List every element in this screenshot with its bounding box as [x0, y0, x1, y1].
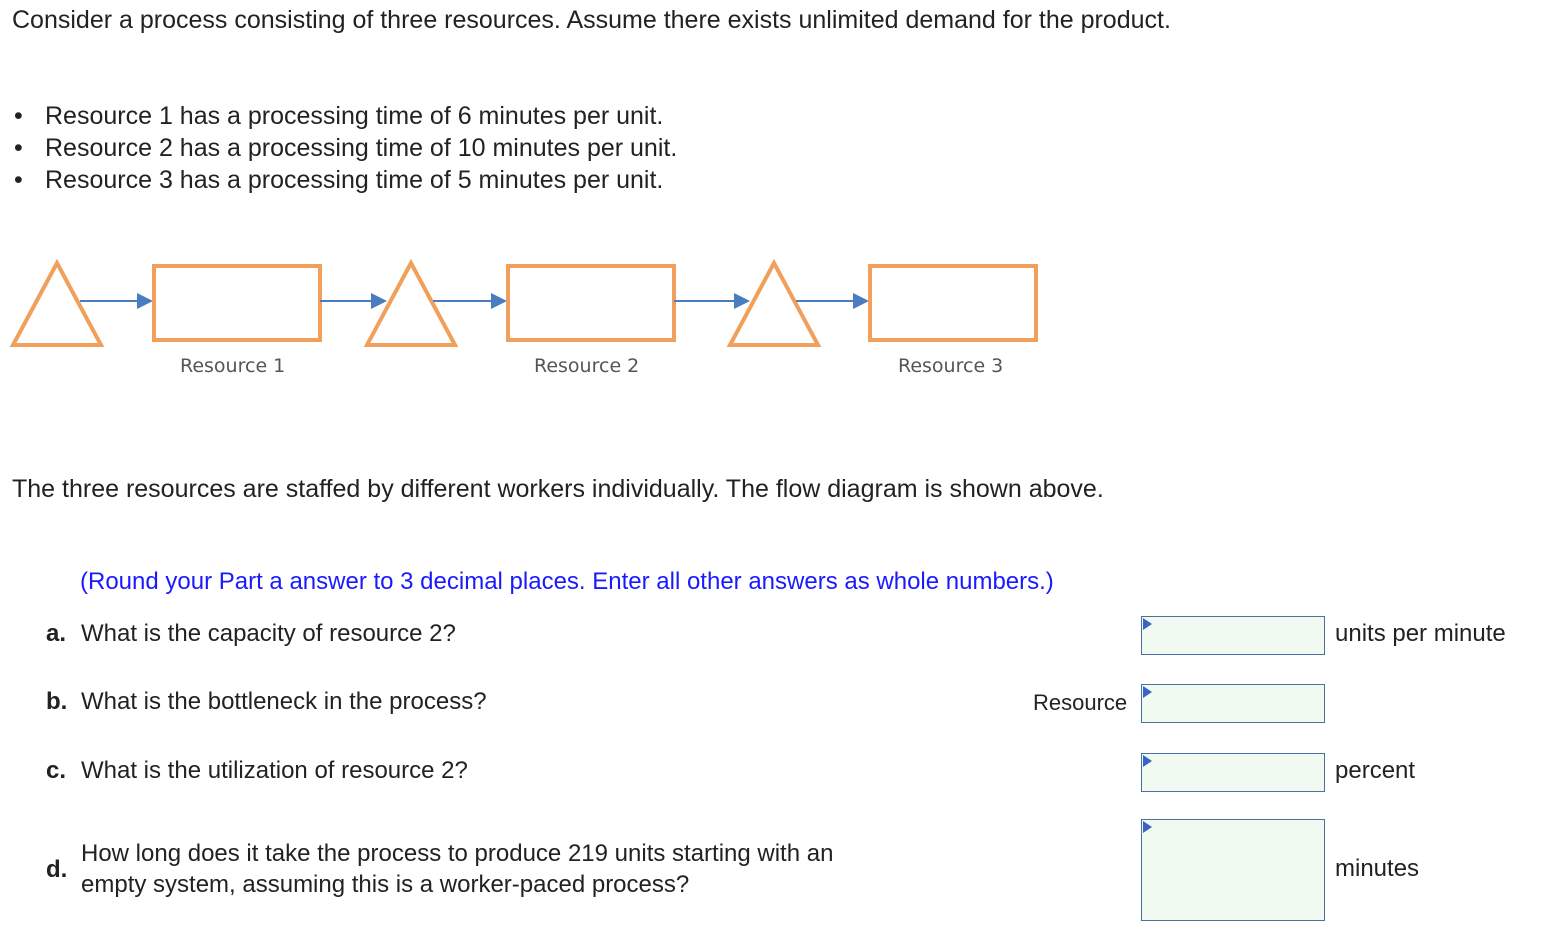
bullet-icon: • — [14, 102, 23, 130]
bullet-icon: • — [14, 134, 23, 162]
answer-field-c[interactable] — [1141, 753, 1325, 792]
resource-label-1: Resource 1 — [180, 355, 286, 377]
utilization-input[interactable] — [1142, 754, 1324, 791]
question-text: What is the capacity of resource 2? — [81, 620, 456, 647]
question-d — [46, 838, 996, 902]
answer-field-d[interactable] — [1141, 819, 1325, 921]
unit-label: percent — [1335, 757, 1416, 784]
resource-label-3: Resource 3 — [898, 355, 1004, 377]
rounding-instruction: (Round your Part a answer to 3 decimal places. Enter all other answers as whole numbers.) — [80, 568, 1054, 595]
bullet-text: Resource 3 has a processing time of 5 minutes per unit. — [45, 166, 664, 194]
inventory-triangle-1 — [13, 263, 101, 345]
flag-icon — [1143, 618, 1152, 630]
capacity-input[interactable] — [1142, 617, 1324, 654]
question-text-line-2: empty system, assuming this is a worker-paced process? — [81, 871, 690, 898]
resource-box-3 — [870, 266, 1036, 340]
question-text: What is the utilization of resource 2? — [81, 757, 468, 784]
inventory-triangle-2 — [367, 263, 455, 345]
resource-box-1 — [154, 266, 320, 340]
list-item — [14, 164, 677, 196]
question-a — [46, 620, 946, 650]
unit-label: minutes — [1335, 855, 1420, 882]
bullet-text: Resource 2 has a processing time of 10 minutes per unit. — [45, 134, 678, 162]
question-b — [46, 688, 946, 718]
question-letter: c. — [46, 757, 67, 784]
flag-icon — [1143, 686, 1152, 698]
inventory-triangle-3 — [730, 263, 818, 345]
resource-list — [14, 100, 677, 196]
question-letter: d. — [46, 856, 68, 883]
question-letter: a. — [46, 620, 67, 647]
flow-description: The three resources are staffed by different workers individually. The flow diagram is shown above. — [12, 475, 1104, 503]
prefix-label: Resource — [1033, 690, 1128, 715]
answer-field-b[interactable] — [1141, 684, 1325, 723]
list-item — [14, 132, 677, 164]
process-flow-diagram — [0, 250, 1060, 390]
question-c — [46, 757, 946, 787]
intro-text: Consider a process consisting of three resources. Assume there exists unlimited demand for the product. — [12, 6, 1171, 34]
resource-box-2 — [508, 266, 674, 340]
question-letter: b. — [46, 688, 68, 715]
answer-field-a[interactable] — [1141, 616, 1325, 655]
resource-label-2: Resource 2 — [534, 355, 640, 377]
question-text: What is the bottleneck in the process? — [81, 688, 487, 715]
flag-icon — [1143, 755, 1152, 767]
bottleneck-input[interactable] — [1142, 685, 1324, 722]
time-input[interactable] — [1142, 820, 1324, 920]
bullet-text: Resource 1 has a processing time of 6 minutes per unit. — [45, 102, 664, 130]
list-item — [14, 100, 677, 132]
flag-icon — [1143, 821, 1152, 833]
bullet-icon: • — [14, 166, 23, 194]
unit-label: units per minute — [1335, 620, 1506, 647]
question-text-line-1: How long does it take the process to produce 219 units starting with an — [81, 840, 834, 867]
